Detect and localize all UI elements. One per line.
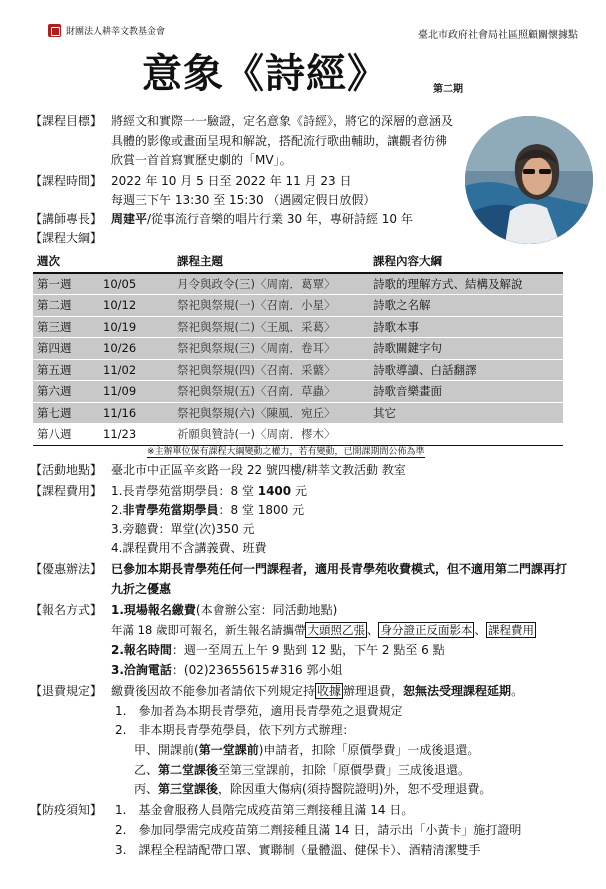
date-cell: 10/05 [99, 273, 173, 295]
topic-cell: 祭祀與祭規(二)〈王風．采葛〉 [173, 316, 369, 338]
refund-line-2: 1. 參加者為本期長青學苑，適用長青學苑之退費規定 [115, 704, 403, 718]
schedule-note: ※主辦單位保有課程大綱變動之權力，若有變動，已開課期間公佈為準 [147, 444, 425, 458]
discount-line-2: 九折之優惠 [111, 582, 172, 596]
refund-line-1: 繳費後因故不能參加者請依下列規定持 收據 辦理退費，恕無法受理課程延期。 [111, 684, 524, 698]
org-logo [48, 24, 165, 37]
table-row [33, 359, 563, 381]
week-cell: 第三週 [33, 316, 99, 338]
instructor-photo-image [465, 116, 593, 244]
signup-line-4: 3.洽詢電話：(02)23655615#316 郭小姐 [111, 663, 343, 677]
table-row [33, 316, 563, 338]
fee-requirement: 課程費用 [487, 623, 534, 637]
content-cell [369, 424, 563, 446]
header-date [99, 251, 173, 273]
week-cell: 第八週 [33, 424, 99, 446]
topic-cell: 祭祀與祭規(四)〈召南．采蘩〉 [173, 359, 369, 381]
refund-label: 【退費規定】 [30, 684, 103, 698]
table-row [33, 402, 563, 424]
content-cell: 其它 [369, 402, 563, 424]
station-name: 臺北市政府社會局社區照顧關懷據點 [418, 30, 578, 41]
time-label: 【課程時間】 [30, 174, 103, 188]
health-line-3: 3. 課程全程請配帶口罩、實聯制（量體溫、健保卡）、酒精清潔雙手 [115, 843, 481, 857]
health-line-2: 2. 參加同學需完成疫苗第二劑接種且滿 14 日，請示出「小黃卡」施打證明 [115, 823, 522, 837]
fee-line-2: 2.非青學苑當期學員：8 堂 1800 元 [111, 503, 305, 517]
week-cell: 第四週 [33, 338, 99, 360]
discount-line-1: 已參加本期長青學苑任何一門課程者，適用長青學苑收費模式，但不適用第二門課再打 [111, 562, 568, 576]
refund-line-4: 甲、開課前(第一堂課前)申請者，扣除「原價學費」一成後退還。 [134, 743, 480, 757]
page-title: 意象《詩經》 [142, 50, 388, 97]
goal-line-2: 具體的影像或畫面呈現和解說，搭配流行歌曲輔助，讓觀者彷彿 [111, 134, 448, 148]
table-row [33, 295, 563, 317]
instructor-photo [465, 116, 593, 244]
org-name: 財團法人耕莘文教基金會 [66, 27, 166, 37]
edition-label: 第二期 [433, 84, 463, 95]
venue-text: 臺北市中正區辛亥路一段 22 號四樓/耕莘文教活動 教室 [111, 463, 406, 477]
fee-line-1: 1.長青學苑當期學員：8 堂 1400 元 [111, 484, 307, 498]
table-row [33, 381, 563, 403]
photo-requirement: 大頭照乙張 [307, 623, 365, 637]
teacher-name: 周建平 [111, 212, 148, 226]
signup-line-2: 年滿 18 歲即可報名，新生報名請攜帶 大頭照乙張 、 身分證正反面影本 、 課程費用 [111, 623, 534, 637]
health-label: 【防疫須知】 [30, 803, 103, 817]
content-cell: 詩歌音樂畫面 [369, 381, 563, 403]
topic-cell: 祭祀與祭規(三)〈周南．卷耳〉 [173, 338, 369, 360]
topic-cell: 祭祀與祭規(六)〈陳風．宛丘〉 [173, 402, 369, 424]
table-row [33, 424, 563, 446]
content-cell: 詩歌導讀、白話翻譯 [369, 359, 563, 381]
week-cell: 第二週 [33, 295, 99, 317]
fee-line-4: 4.課程費用不含講義費、班費 [111, 541, 267, 555]
date-cell: 11/02 [99, 359, 173, 381]
week-cell: 第一週 [33, 273, 99, 295]
table-row [33, 338, 563, 360]
content-cell: 詩歌之名解 [369, 295, 563, 317]
date-cell: 10/19 [99, 316, 173, 338]
health-line-1: 1. 基金會服務人員階完成疫苗第三劑接種且滿 14 日。 [115, 803, 414, 817]
topic-cell: 祭祀與祭規(五)〈召南．草蟲〉 [173, 381, 369, 403]
date-cell: 11/09 [99, 381, 173, 403]
goal-label: 【課程目標】 [30, 114, 103, 128]
week-cell: 第七週 [33, 402, 99, 424]
topic-cell: 祭祀與祭規(一)〈召南．小星〉 [173, 295, 369, 317]
receipt-requirement: 收據 [317, 684, 342, 698]
date-cell: 10/12 [99, 295, 173, 317]
table-header-row [33, 251, 563, 273]
refund-line-5: 乙、第二堂課後至第三堂課前，扣除「原價學費」三成後退還。 [134, 763, 471, 777]
content-cell: 詩歌關鍵字句 [369, 338, 563, 360]
week-cell: 第六週 [33, 381, 99, 403]
logo-mark-icon [48, 24, 61, 37]
time-line-1: 2022 年 10 月 5 日至 2022 年 11 月 23 日 [111, 174, 352, 188]
fee-line-3: 3.旁聽費：單堂(次)350 元 [111, 522, 255, 536]
signup-line-1: 1.現場報名繳費(本會辦公室：同活動地點) [111, 603, 338, 617]
time-line-2: 每週三下午 13:30 至 15:30 （遇國定假日放假） [111, 193, 376, 207]
topic-cell: 祈願與贊詩(一)〈周南．樛木〉 [173, 424, 369, 446]
teacher-label: 【講師專長】 [30, 212, 103, 226]
header-topic: 課程主題 [173, 251, 369, 273]
refund-line-3: 2. 非本期長青學苑學員，依下列方式辦理： [115, 723, 355, 737]
goal-line-1: 將經文和實際一一驗證，定名意象《詩經》，將它的深層的意涵及 [111, 114, 454, 128]
goal-line-3: 欣賞一首首寫實歷史劇的「MV」。 [111, 153, 292, 167]
id-requirement: 身分證正反面影本 [380, 623, 473, 637]
date-cell: 11/23 [99, 424, 173, 446]
table-row [33, 273, 563, 295]
topic-cell: 月令與政令(三)〈周南．葛覃〉 [173, 273, 369, 295]
teacher-info [111, 211, 413, 228]
signup-label: 【報名方式】 [30, 603, 103, 617]
date-cell: 11/16 [99, 402, 173, 424]
week-cell: 第五週 [33, 359, 99, 381]
discount-label: 【優惠辦法】 [30, 562, 103, 576]
header-content: 課程內容大綱 [369, 251, 563, 273]
header-week: 週次 [33, 251, 99, 273]
date-cell: 10/26 [99, 338, 173, 360]
fees-label: 【課程費用】 [30, 484, 103, 498]
signup-line-3: 2.報名時間：週一至周五上午 9 點到 12 點，下午 2 點至 6 點 [111, 643, 445, 657]
content-cell: 詩歌本事 [369, 316, 563, 338]
outline-label: 【課程大綱】 [30, 231, 103, 245]
venue-label: 【活動地點】 [30, 463, 103, 477]
teacher-desc: /從事流行音樂的唱片行業 30 年，專研詩經 10 年 [147, 212, 413, 226]
schedule-table [33, 250, 563, 446]
content-cell: 詩歌的理解方式、結構及解說 [369, 273, 563, 295]
refund-line-6: 丙、第三堂課後，除因重大傷病(須持醫院證明)外，恕不受理退費。 [134, 782, 492, 796]
